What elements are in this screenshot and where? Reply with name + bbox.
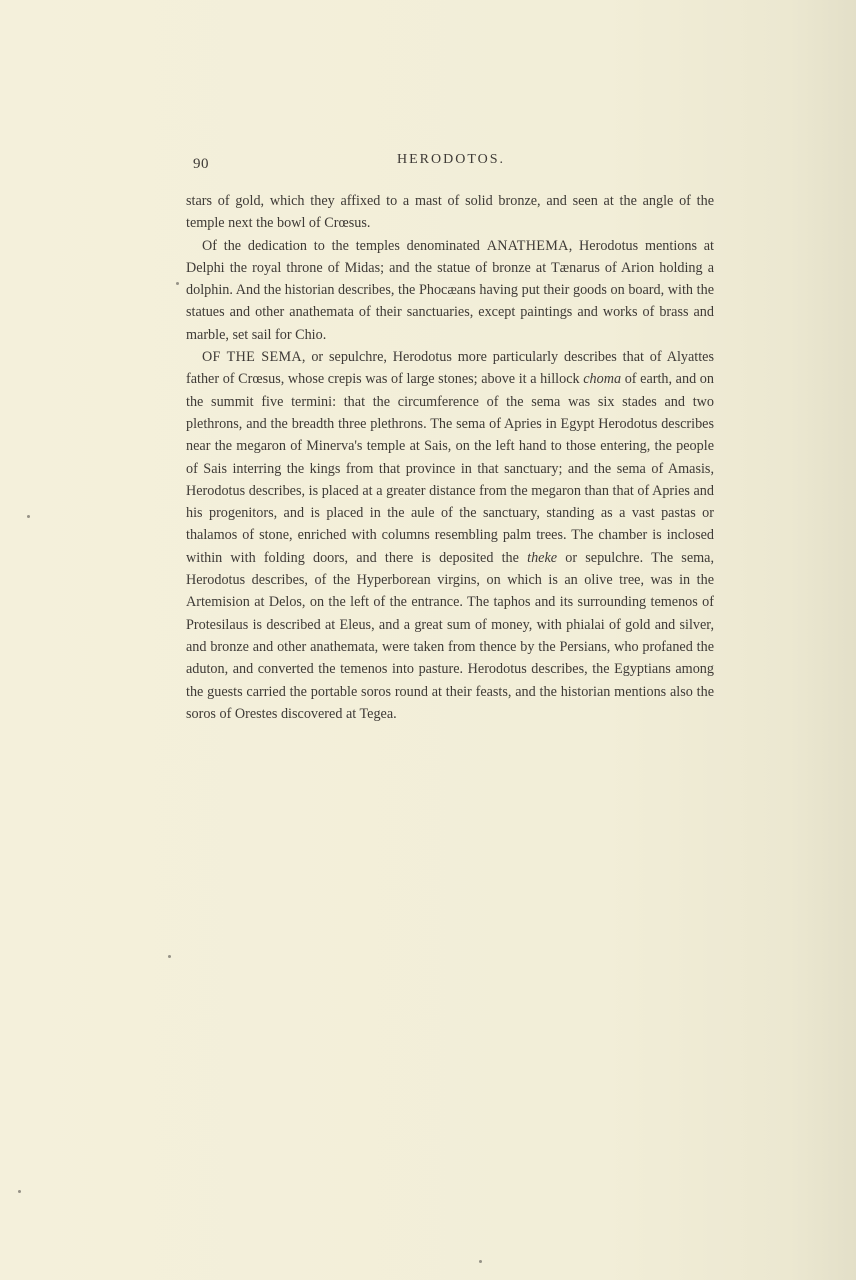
page-number: 90	[193, 156, 209, 172]
speck-mark	[176, 282, 179, 285]
page-header	[193, 150, 713, 176]
paragraph-3	[186, 346, 714, 725]
body-text	[186, 190, 714, 725]
speck-mark	[479, 1260, 482, 1263]
running-title: HERODOTOS.	[397, 152, 506, 167]
speck-mark	[18, 1190, 21, 1193]
paragraph-1-text: stars of gold, which they affixed to a mast of solid bronze, and seen at the angle of the temple next the bowl of Crœsus.	[186, 193, 714, 232]
paragraph-2	[186, 235, 714, 346]
paragraph-2-rest: , Herodotus mentions at Delphi the royal throne of Midas; and the statue of bronze at Tænarus of Arion holding a dolphin. And the historian describes, the Phocæans having put their goods on board, with the statues and other anathemata of their sanctuaries, except paintings and works of brass and marble, set sail for Chio.	[186, 237, 714, 343]
speck-mark	[168, 955, 171, 958]
paragraph-2-caps: ANATHEMA	[486, 237, 569, 254]
paragraph-3-part-1: , or sepulchre, Herodotus more particularly describes that of Alyattes father of Crœsus, whose crepis was of large stones; above it a hillock	[186, 349, 714, 388]
paragraph-3-part-2: of earth, and on the summit five termini: that the circumference of the sema was six stades and two plethrons, and the breadth three plethrons. The sema of Apries in Egypt Herodotus describes near the megaron of Minerva's temple at Sais, on the left hand to those entering, the people of Sais interring the kings from that province in that sanctuary; and the sema of Amasis, Herodotus describes, is placed at a greater distance from the megaron than that of Apries and his progenitors, and is placed in the aule of the sanctuary, standing as a vast pastas or thalamos of stone, enriched with columns resembling palm trees. The chamber is inclosed within with folding doors, and there is deposited the	[186, 371, 714, 566]
paragraph-2-lead: Of the dedication to the temples denominated	[202, 237, 487, 254]
paragraph-1	[186, 190, 714, 235]
paragraph-3-part-3: or sepulchre. The sema, Herodotus describes, of the Hyperborean virgins, on which is an olive tree, was in the Artemision at Delos, on the left of the entrance. The taphos and its surrounding temenos of Protesilaus is described at Eleus, and a great sum of money, with phialai of gold and silver, and bronze and other anathemata, were taken from thence by the Persians, who profaned the aduton, and converted the temenos into pasture. Herodotus describes, the Egyptians among the guests carried the portable soros round at their feasts, and the historian mentions also the soros of Orestes discovered at Tegea.	[186, 549, 715, 722]
paragraph-3-italic-theke: theke	[527, 549, 558, 566]
paragraph-3-italic-choma: choma	[583, 371, 622, 388]
paragraph-3-caps: OF THE SEMA	[202, 349, 302, 366]
speck-mark	[27, 515, 30, 518]
